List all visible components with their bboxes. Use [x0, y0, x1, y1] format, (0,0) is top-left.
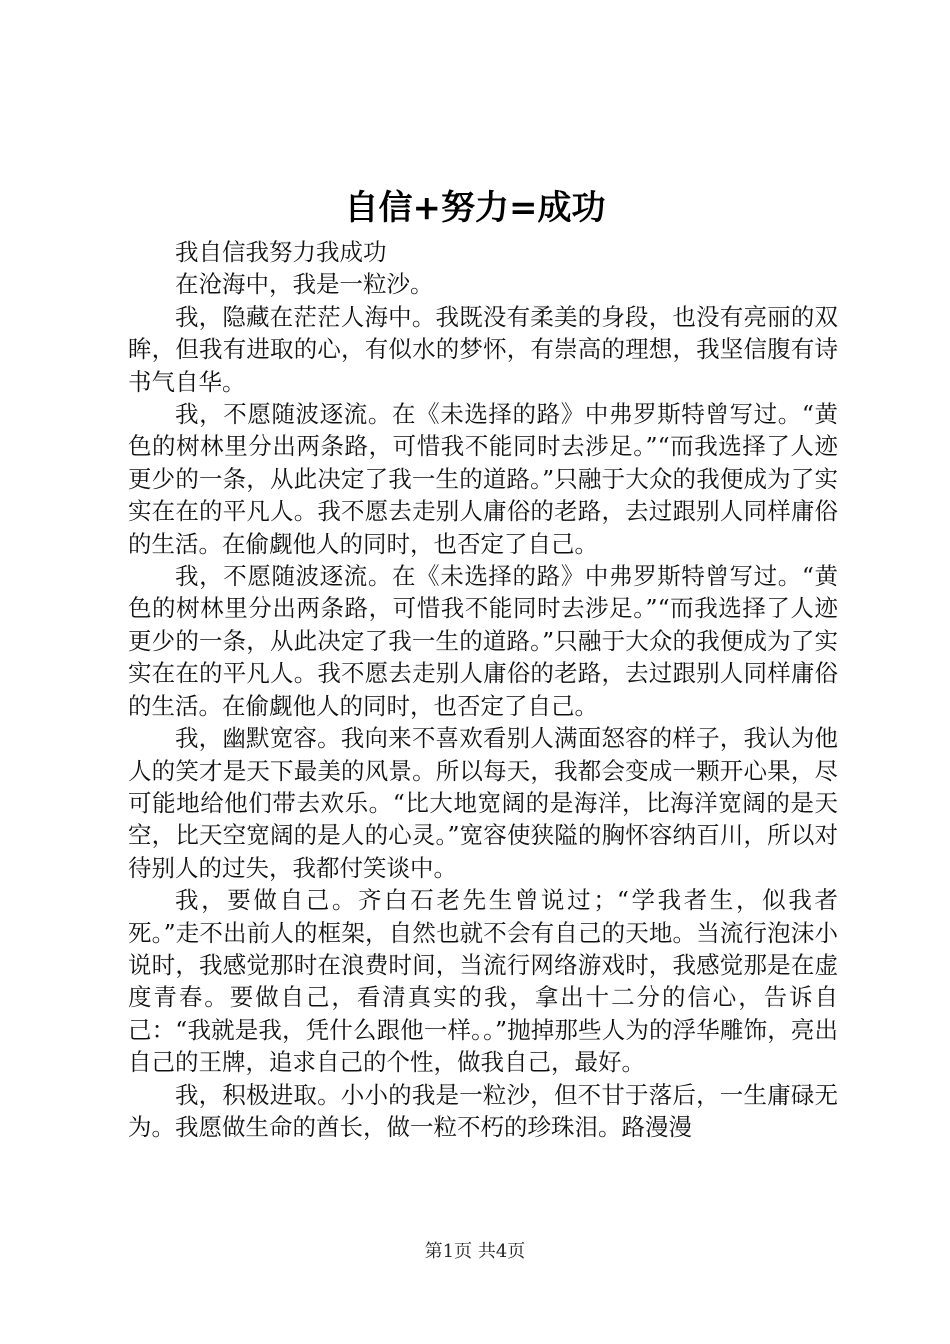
paragraph: 我，不愿随波逐流。在《未选择的路》中弗罗斯特曾写过。“黄色的树林里分出两条路，可惜我不能同时去涉足。”“而我选择了人迹更少的一条，从此决定了我一生的道路。”只融于大众的我便成为了实实在在的平凡人。我不愿去走别人庸俗的老路，去过跟别人同样庸俗的生活。在偷觑他人的同时，也否定了自己。 [128, 562, 838, 720]
document-body [128, 236, 838, 1143]
paragraph: 我，积极进取。小小的我是一粒沙，但不甘于落后，一生庸碌无为。我愿做生命的酋长，做一粒不朽的珍珠泪。路漫漫 [128, 1080, 838, 1141]
paragraph: 我，要做自己。齐白石老先生曾说过；“学我者生，似我者死。”走不出前人的框架，自然也就不会有自己的天地。当流行泡沫小说时，我感觉那时在浪费时间，当流行网络游戏时，我感觉那是在虚度青春。要做自己，看清真实的我，拿出十二分的信心，告诉自己：“我就是我，凭什么跟他一样。。”抛掉那些人为的浮华雕饰，亮出自己的王牌，追求自己的个性，做我自己，最好。 [128, 886, 838, 1077]
paragraph: 在沧海中，我是一粒沙。 [175, 270, 434, 299]
paragraph: 我自信我努力我成功 [175, 238, 387, 266]
document-title: 自信+努力=成功 [344, 188, 606, 228]
paragraph: 我，幽默宽容。我向来不喜欢看别人满面怒容的样子，我认为他人的笑才是天下最美的风景。所以每天，我都会变成一颗开心果，尽可能地给他们带去欢乐。“比大地宽阔的是海洋，比海洋宽阔的是天空，比天空宽阔的是人的心灵。”宽容使狭隘的胸怀容纳百川，所以对待别人的过失，我都付笑谈中。 [128, 724, 838, 882]
page-footer: 第1页 共4页 [424, 1241, 526, 1262]
paragraph: 我，隐藏在茫茫人海中。我既没有柔美的身段，也没有亮丽的双眸，但我有进取的心，有似水的梦怀，有崇高的理想，我坚信腹有诗书气自华。 [128, 302, 838, 396]
paragraph: 我，不愿随波逐流。在《未选择的路》中弗罗斯特曾写过。“黄色的树林里分出两条路，可惜我不能同时去涉足。”“而我选择了人迹更少的一条，从此决定了我一生的道路。”只融于大众的我便成为了实实在在的平凡人。我不愿去走别人庸俗的老路，去过跟别人同样庸俗的生活。在偷觑他人的同时，也否定了自己。 [128, 400, 838, 558]
